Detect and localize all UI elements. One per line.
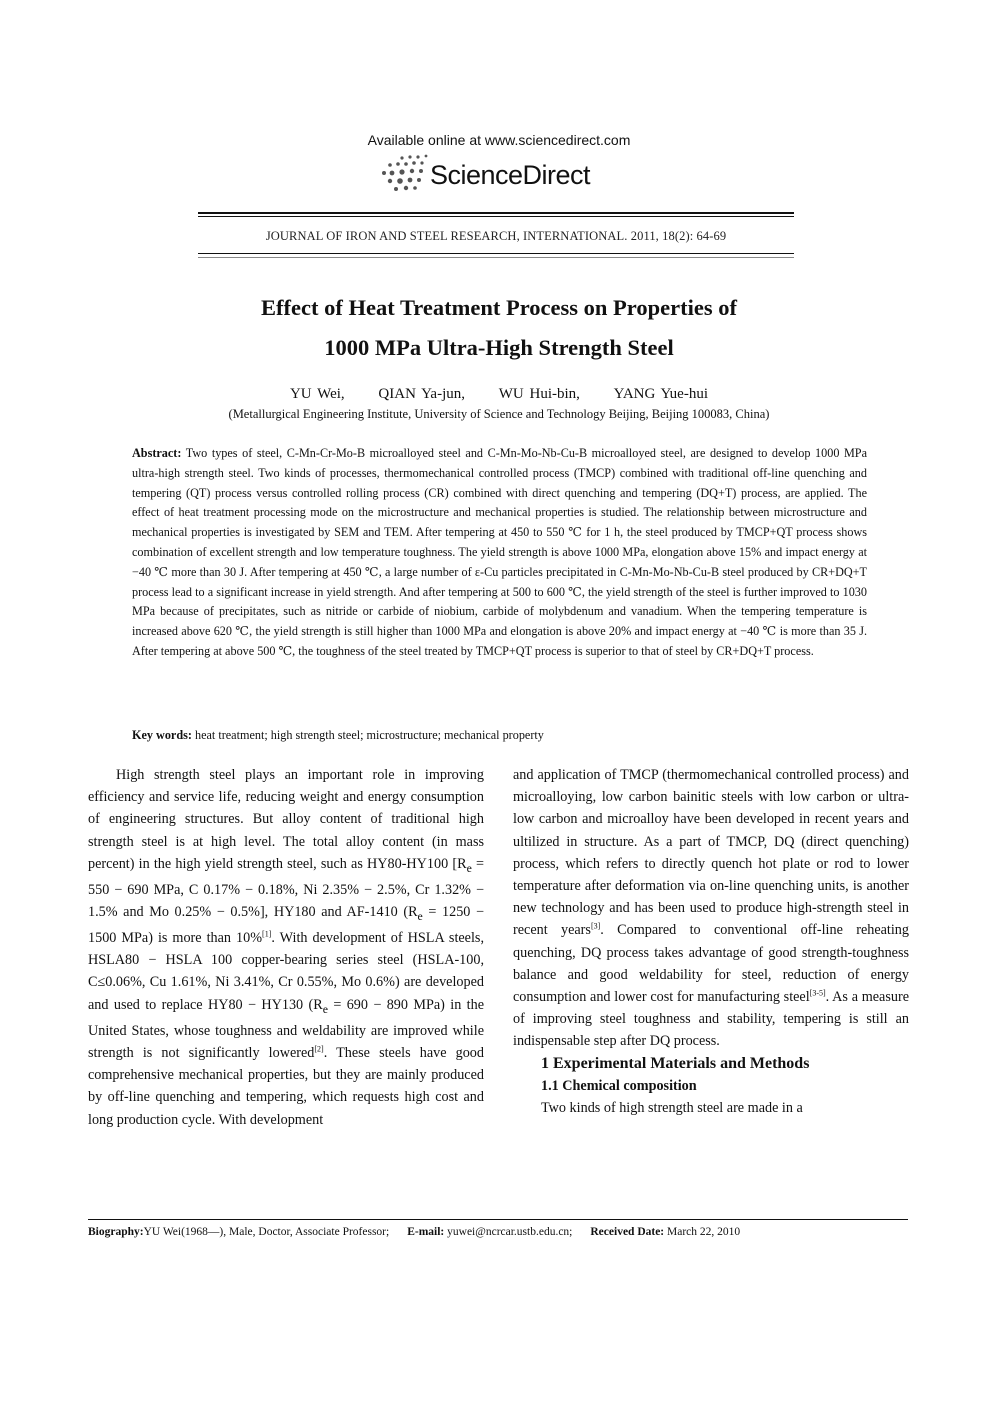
header-rule-top bbox=[198, 212, 794, 214]
body-text: = 690 − 890 MPa) in the United States, whose toughness and weldability are improved while strength is not significantly lowered bbox=[88, 996, 484, 1061]
paper-title-line-1: Effect of Heat Treatment Process on Properties of bbox=[261, 295, 737, 320]
paper-title-line-2: 1000 MPa Ultra-High Strength Steel bbox=[324, 335, 674, 360]
keywords bbox=[132, 727, 867, 743]
intro-paragraph-continued bbox=[513, 764, 909, 1053]
author-list bbox=[0, 386, 998, 403]
received-date-text: March 22, 2010 bbox=[664, 1226, 741, 1238]
body-text: . With development of HSLA steels, HSLA80 − HSLA 100 copper-bearing series steel (HSLA-100, C≤0.06%, Cu 1.61%, Ni 3.41%, Cr 0.55%, Mo 0.6%) are developed and used to replace HY80 − HY130 (R bbox=[88, 930, 484, 1013]
subscript: e bbox=[466, 860, 472, 875]
author-name: YU Wei, bbox=[289, 386, 345, 402]
header-rule-top-thin bbox=[198, 216, 794, 217]
biography-label: Biography: bbox=[88, 1226, 144, 1238]
body-text: High strength steel plays an important role in improving efficiency and service life, reducing weight and energy consumption of engineering structures. But alloy content of traditional high strength steel is at high level. The total alloy content (in mass percent) in the high yield strength steel, such as HY80-HY100 [R bbox=[88, 767, 484, 872]
subsection-heading: 1.1 Chemical composition bbox=[541, 1077, 697, 1094]
body-text: = 1250 − 1500 MPa) is more than 10% bbox=[88, 904, 484, 947]
body-column-left bbox=[88, 764, 484, 1131]
body-paragraph: Two kinds of high strength steel are made in a bbox=[541, 1100, 803, 1117]
body-text: . Compared to conventional off-line reheating quenching, DQ process takes advantage of good strength-toughness balance and good weldability for steel, reduction of energy consumption and lower cost for manufacturing steel bbox=[513, 922, 909, 1006]
subscript: e bbox=[417, 908, 423, 923]
body-text: and application of TMCP (thermomechanical controlled process) and microalloying, low carbon bainitic steels with low carbon or ultra-low carbon and microalloy have been developed in recent years and ultilized in structure. As a part of TMCP, DQ (direct quenching) process, which refers to directly quench hot plate or rod to lower temperature after deformation via on-line quenching units, is another new technology and has been used to produce high-strength steel in recent years bbox=[513, 767, 909, 939]
subscript: e bbox=[322, 1001, 328, 1016]
abstract-label: Abstract: bbox=[132, 446, 182, 460]
header-rule-bottom bbox=[198, 253, 794, 254]
footnote-rule bbox=[88, 1219, 908, 1220]
author-name: QIAN Ya-jun, bbox=[378, 386, 465, 402]
keywords-label: Key words: bbox=[132, 728, 192, 742]
abstract bbox=[132, 444, 867, 662]
citation-ref[interactable]: [1] bbox=[262, 929, 272, 939]
sciencedirect-brand: ScienceDirect bbox=[430, 160, 591, 190]
sciencedirect-dots-icon bbox=[380, 154, 430, 198]
journal-citation: JOURNAL OF IRON AND STEEL RESEARCH, INTERNATIONAL. 2011, 18(2): 64-69 bbox=[265, 229, 727, 243]
author-name: WU Hui-bin, bbox=[498, 386, 580, 402]
section-heading: 1 Experimental Materials and Methods bbox=[541, 1054, 810, 1072]
email-text[interactable]: yuwei@ncrcar.ustb.edu.cn; bbox=[444, 1226, 573, 1238]
received-date-label: Received Date: bbox=[590, 1226, 665, 1238]
author-name: YANG Yue-hui bbox=[613, 386, 709, 402]
header-rule-bottom-thin bbox=[198, 257, 794, 258]
biography-text: YU Wei(1968—), Male, Doctor, Associate Professor; bbox=[143, 1226, 390, 1238]
footnote bbox=[88, 1226, 908, 1238]
keywords-text: heat treatment; high strength steel; microstructure; mechanical property bbox=[191, 728, 544, 742]
body-column-right bbox=[513, 764, 909, 1119]
body-text: = 550 − 690 MPa, C 0.17% − 0.18%, Ni 2.35% − 2.5%, Cr 1.32% − 1.5% and Mo 0.25% − 0.5%], HY180 and AF-1410 (R bbox=[88, 855, 484, 921]
citation-ref[interactable]: [2] bbox=[314, 1044, 324, 1054]
email-label: E-mail: bbox=[407, 1226, 445, 1238]
body-text: . As a measure of improving steel toughness and stability, tempering is still an indispensable step after DQ process. bbox=[513, 989, 909, 1050]
intro-paragraph bbox=[88, 764, 484, 1131]
abstract-text: Two types of steel, C-Mn-Cr-Mo-B microalloyed steel and C-Mn-Mo-Nb-Cu-B microalloyed steel, are designed to develop 1000 MPa ultra-high strength steel. Two kinds of processes, thermomechanical controlled process (TMCP) combined with traditional off-line quenching and tempering (QT) process versus controlled rolling process (CR) combined with direct quenching and tempering (DQ+T) process, are applied. The effect of heat treatment processing mode on the microstructure and mechanical properties is studied. The relationship between microstructure and mechanical properties is investigated by SEM and TEM. After tempering at 450 to 550 ℃ for 1 h, the steel produced by TMCP+QT process shows combination of excellent strength and low temperature toughness. The yield strength is above 1000 MPa, elongation above 15% and impact energy at −40 ℃ more than 30 J. After tempering at 450 ℃, a large number of ε-Cu particles precipitated in C-Mn-Mo-Nb-Cu-B steel produced by CR+DQ+T process lead to a significant increase in yield strength. And after tempering at 500 to 600 ℃, the yield strength of the steel is further improved to 1030 MPa because of precipitates, such as nitride or carbide of niobium, carbide of molybdenum and vanadium. When the tempering temperature is increased above 620 ℃, the yield strength is still higher than 1000 MPa and elongation is above 20% and impact energy at −40 ℃ is more than 35 J. After tempering at above 500 ℃, the toughness of the steel treated by TMCP+QT process is superior to that of steel by CR+DQ+T process. bbox=[132, 446, 867, 658]
citation-ref[interactable]: [3] bbox=[590, 921, 601, 931]
available-online-text: Available online at www.sciencedirect.com bbox=[367, 132, 631, 148]
sciencedirect-logo bbox=[380, 150, 640, 200]
affiliation: (Metallurgical Engineering Institute, University of Science and Technology Beijing, Beijing 100083, China) bbox=[228, 407, 770, 421]
body-text: . These steels have good comprehensive mechanical properties, but they are mainly produced by off-line quenching and tempering, which requests high cost and long production cycle. With development bbox=[88, 1044, 484, 1128]
citation-ref[interactable]: [3-5] bbox=[809, 988, 826, 998]
